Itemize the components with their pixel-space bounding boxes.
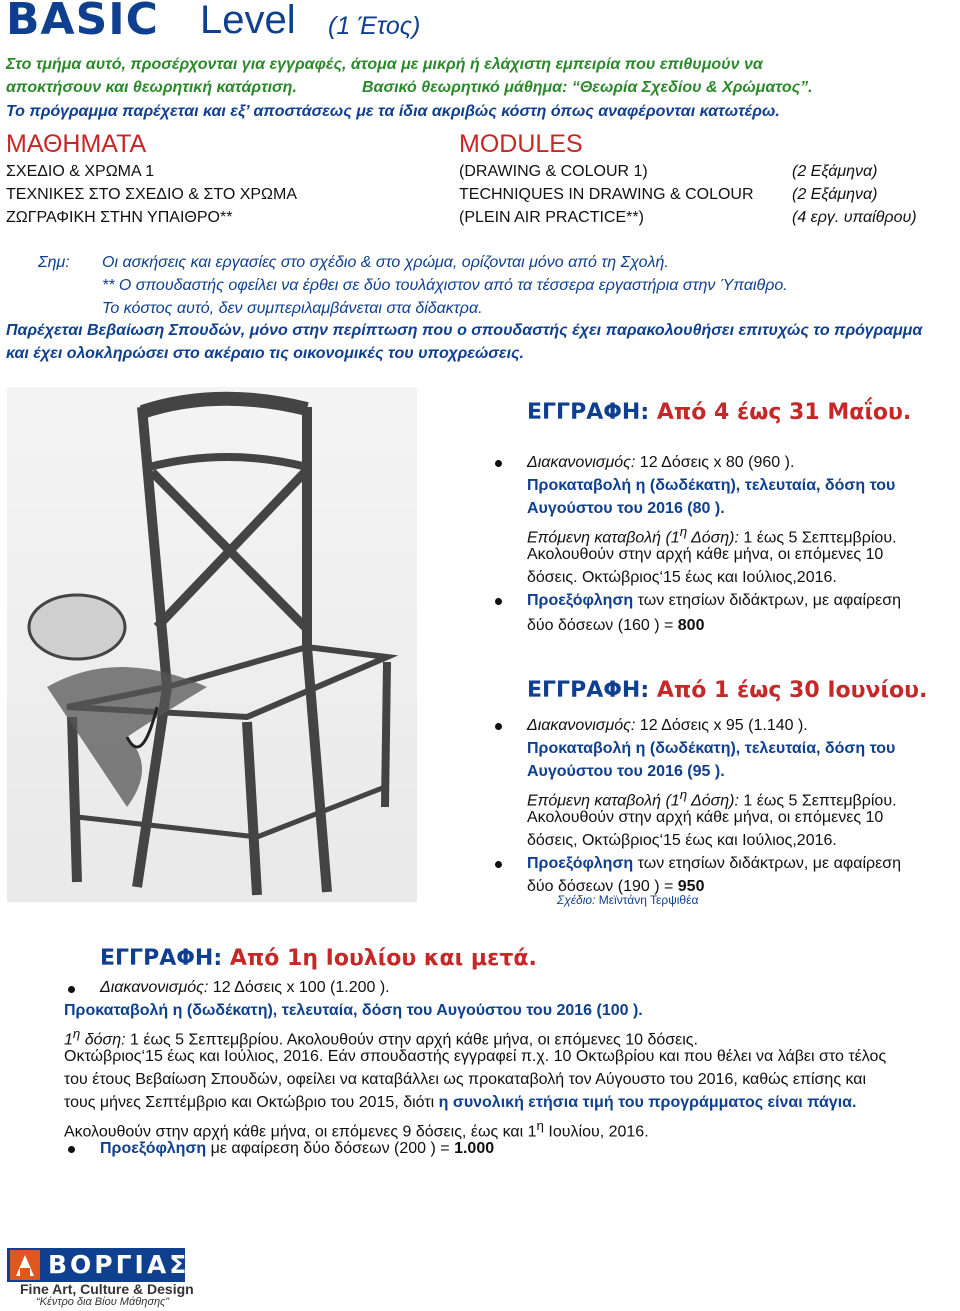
reg2-line-5: Ακολουθούν στην αρχή κάθε μήνα, οι επόμενες 10 bbox=[527, 809, 884, 826]
logo-icon bbox=[10, 1250, 40, 1280]
drawing-credit: Σχέδιο: Μεϊντάνη Τερψιθέα bbox=[557, 893, 699, 907]
course-gr: ΣΧΕΔΙΟ & ΧΡΩΜΑ 1 bbox=[6, 163, 155, 180]
registration-period: Από 4 έως 31 Μαΐου. bbox=[656, 400, 912, 425]
reg2-line-6: δόσεις, Οκτώβριος‘15 έως και Ιούλιος,2016. bbox=[527, 832, 837, 849]
reg3-line-3: $1^\eta$ δόση: 1 έως 5 Σεπτεμβρίου. Ακολουθούν στην αρχή κάθε μήνα, οι επόμενες 10 δόσεις. bbox=[64, 1026, 698, 1049]
chair-drawing bbox=[7, 387, 417, 902]
reg3-line-6: τους μήνες Σεπτέμβριο και Οκτώβριο του 2015, διότι η συνολική ετήσια τιμή του προγράμματος είναι πάγια. bbox=[64, 1094, 857, 1111]
bullet-icon bbox=[68, 986, 75, 993]
title-level: Level bbox=[200, 0, 296, 42]
reg3-line-8: Προεξόφληση με αφαίρεση δύο δόσεων (200 ) = 1.000 bbox=[100, 1140, 495, 1157]
title-basic: BASIC bbox=[6, 0, 159, 45]
course-en: TECHNIQUES IN DRAWING & COLOUR bbox=[459, 186, 754, 203]
course-en: (PLEIN AIR PRACTICE**) bbox=[459, 209, 644, 226]
registration-label: ΕΓΓΡΑΦΗ: bbox=[527, 400, 650, 425]
intro-line-1: Στο τμήμα αυτό, προσέρχονται για εγγραφές, άτομα με μικρή ή ελάχιστη εμπειρία που επιθυμούν να bbox=[6, 56, 763, 73]
course-duration: (2 Εξάμηνα) bbox=[792, 163, 878, 180]
registration-period: Από 1 έως 30 Ιουνίου. bbox=[656, 678, 928, 703]
registration-heading-2 bbox=[527, 678, 927, 703]
intro-line-2b: Βασικό θεωρητικό μάθημα: “Θεωρία Σχεδίου & Χρώματος”. bbox=[362, 79, 813, 96]
bullet-icon bbox=[495, 723, 502, 730]
reg3-line-1: Διακανονισμός: 12 Δόσεις x 100 (1.200 ). bbox=[100, 979, 390, 996]
course-duration: (2 Εξάμηνα) bbox=[792, 186, 878, 203]
note-1: Οι ασκήσεις και εργασίες στο σχέδιο & στο χρώμα, ορίζονται μόνο από τη Σχολή. bbox=[102, 254, 669, 271]
registration-heading-3 bbox=[100, 946, 537, 971]
reg3-line-7: Ακολουθούν στην αρχή κάθε μήνα, οι επόμενες 9 δόσεις, έως και $1^\eta$ Ιουλίου, 2016. bbox=[64, 1118, 649, 1141]
reg2-line-8: δύο δόσεων (190 ) = 950 bbox=[527, 878, 705, 895]
reg1-line-2: Προκαταβολή η (δωδέκατη), τελευταία, δόση του bbox=[527, 477, 896, 494]
logo-name: ΒΟΡΓΙΑΣ bbox=[48, 1250, 190, 1279]
bullet-icon bbox=[495, 861, 502, 868]
reg2-line-2: Προκαταβολή η (δωδέκατη), τελευταία, δόση του bbox=[527, 740, 896, 757]
bullet-icon bbox=[68, 1146, 75, 1153]
reg1-line-1: Διακανονισμός: 12 Δόσεις x 80 (960 ). bbox=[527, 454, 795, 471]
reg1-line-3: Αυγούστου του 2016 (80 ). bbox=[527, 500, 725, 517]
reg2-line-7: Προεξόφληση των ετησίων διδάκτρων, με αφαίρεση bbox=[527, 855, 902, 872]
note-3: Το κόστος αυτό, δεν συμπεριλαμβάνεται στα δίδακτρα. bbox=[102, 300, 483, 317]
reg1-line-5: Ακολουθούν στην αρχή κάθε μήνα, οι επόμενες 10 bbox=[527, 546, 884, 563]
reg1-line-6: δόσεις. Οκτώβριος‘15 έως και Ιούλιος,2016. bbox=[527, 569, 837, 586]
note-5: και έχει ολοκληρώσει στο ακέραιο τις οικονομικές του υποχρεώσεις. bbox=[6, 345, 524, 362]
registration-label: ΕΓΓΡΑΦΗ: bbox=[100, 946, 223, 971]
note-2: ** Ο σπουδαστής οφείλει να έρθει σε δύο τουλάχιστον από τα τέσσερα εργαστήρια στην Ύπαιθρο. bbox=[102, 277, 788, 294]
course-en: (DRAWING & COLOUR 1) bbox=[459, 163, 648, 180]
intro-line-2a: αποκτήσουν και θεωρητική κατάρτιση. bbox=[6, 79, 297, 96]
bullet-icon bbox=[495, 460, 502, 467]
reg2-line-4: Επόμενη καταβολή ($1^\eta$ Δόση): 1 έως 5 Σεπτεμβρίου. bbox=[527, 787, 897, 810]
reg2-line-3: Αυγούστου του 2016 (95 ). bbox=[527, 763, 725, 780]
note-4: Παρέχεται Βεβαίωση Σπουδών, μόνο στην περίπτωση που ο σπουδαστής έχει παρακολουθήσει επιτυχώς το πρόγραμμα bbox=[6, 322, 923, 339]
reg1-line-7: Προεξόφληση των ετησίων διδάκτρων, με αφαίρεση bbox=[527, 592, 902, 609]
reg1-line-8: δύο δόσεων (160 ) = 800 bbox=[527, 617, 705, 634]
bullet-icon bbox=[495, 598, 502, 605]
intro-line-3: Το πρόγραμμα παρέχεται και εξ’ αποστάσεως με τα ίδια ακριβώς κόστη όπως αναφέρονται κατωτέρω. bbox=[6, 103, 780, 120]
registration-label: ΕΓΓΡΑΦΗ: bbox=[527, 678, 650, 703]
heading-modules: MODULES bbox=[459, 130, 583, 158]
course-gr: ΖΩΓΡΑΦΙΚΗ ΣΤΗΝ ΥΠΑΙΘΡΟ** bbox=[6, 209, 233, 226]
reg2-line-1: Διακανονισμός: 12 Δόσεις x 95 (1.140 ). bbox=[527, 717, 808, 734]
logo-tagline: “Κέντρο δια Βίου Μάθησης” bbox=[36, 1296, 170, 1308]
reg3-line-2: Προκαταβολή η (δωδέκατη), τελευταία, δόση του Αυγούστου του 2016 (100 ). bbox=[64, 1002, 643, 1019]
reg3-line-5: του έτους Βεβαίωση Σπουδών, οφείλει να καταβάλλει ως προκαταβολή τον Αύγουστο του 2016, καθώς επίσης και bbox=[64, 1071, 867, 1088]
notes-label: Σημ: bbox=[38, 254, 70, 271]
logo-subtitle: Fine Art, Culture & Design bbox=[20, 1281, 194, 1297]
heading-mathimata: ΜΑΘΗΜΑΤΑ bbox=[6, 130, 147, 158]
course-duration: (4 εργ. υπαίθρου) bbox=[792, 209, 917, 226]
title-year: (1 Έτος) bbox=[328, 12, 421, 40]
registration-period: Από 1η Ιουλίου και μετά. bbox=[229, 946, 537, 971]
course-gr: ΤΕΧΝΙΚΕΣ ΣΤΟ ΣΧΕΔΙΟ & ΣΤΟ ΧΡΩΜΑ bbox=[6, 186, 298, 203]
reg1-line-4: Επόμενη καταβολή ($1^\eta$ Δόση): 1 έως 5 Σεπτεμβρίου. bbox=[527, 524, 897, 547]
registration-heading-1 bbox=[527, 400, 911, 425]
reg3-line-4: Οκτώβριος‘15 έως και Ιούλιος, 2016. Εάν σπουδαστής εγγραφεί π.χ. 10 Οκτωβρίου και που θέλει να λάβει στο τέλος bbox=[64, 1048, 887, 1065]
